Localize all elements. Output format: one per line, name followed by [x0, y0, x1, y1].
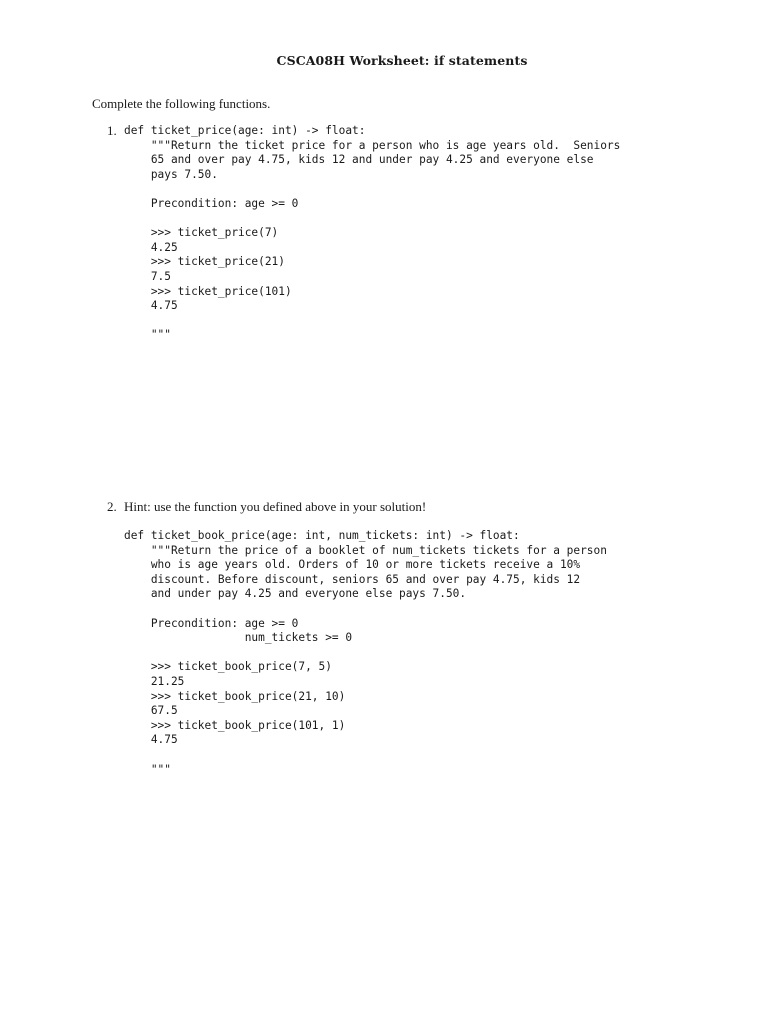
page-title: CSCA08H Worksheet: if statements: [276, 53, 528, 68]
question-2-hint: Hint: use the function you defined above in your solution!: [124, 499, 427, 514]
question-2-number: 2.: [107, 499, 117, 514]
question-2-code: def ticket_book_price(age: int, num_tickets: int) -> float: """Return the price of a booklet of num_tickets tickets for a person who is age years old. Orders of 10 or more tickets receive a 10% discount. Before discount, seniors 65 and over pay 4.75, kids 12 and under pay 4.25 and everyone else pays 7.50. Precondition: age >= 0 num_tickets >= 0 >>> ticket_book_price(7, 5) 21.25 >>> ticket_book_price(21, 10) 67.5 >>> ticket_book_price(101, 1) 4.75 """: [124, 529, 607, 776]
question-1-number: 1.: [107, 123, 117, 138]
question-1-code: def ticket_price(age: int) -> float: """Return the ticket price for a person who is age years old. Seniors 65 and over pay 4.75, kids 12 and under pay 4.25 and everyone else pays 7.50. Precondition: age >= 0 >>> ticket_price(7) 4.25 >>> ticket_price(21) 7.5 >>> ticket_price(101) 4.75 """: [124, 124, 621, 342]
intro-text: Complete the following functions.: [92, 96, 271, 111]
